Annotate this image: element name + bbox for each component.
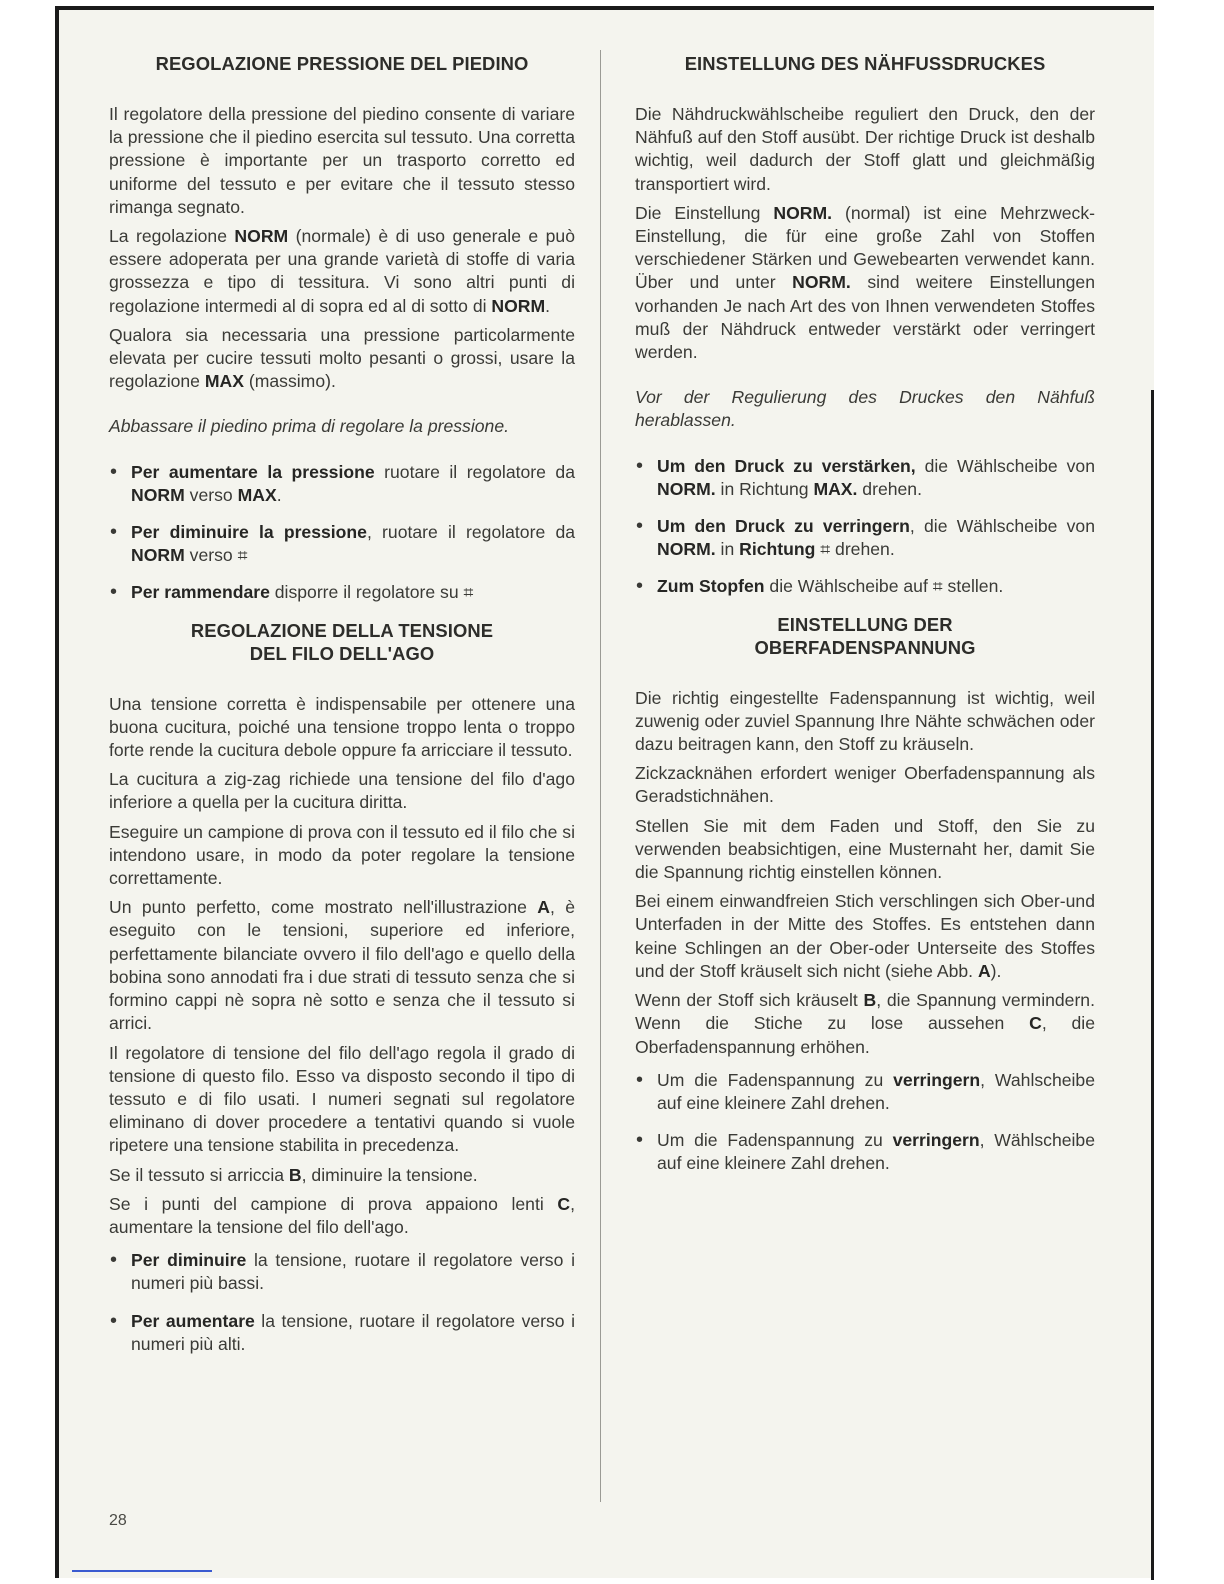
german-column	[635, 52, 1095, 1190]
section-title-oberfadenspannung: EINSTELLUNG DER OBERFADENSPANNUNG	[754, 613, 976, 658]
list-item: • Zum Stopfen die Wählscheibe auf ⌗ stellen.	[636, 575, 1004, 598]
list-item: • Um die Fadenspannung zu verringern, Wählscheibe auf eine kleinere Zahl drehen.	[636, 1129, 1095, 1174]
bullet-icon: •	[636, 1068, 644, 1091]
paragraph: La cucitura a zig-zag richiede una tensione del filo d'ago inferiore a quella per la cucitura diritta.	[109, 769, 575, 813]
paragraph: Se i punti del campione di prova appaiono lenti C, aumentare la tensione del filo dell'ago.	[109, 1193, 575, 1237]
bullet-icon: •	[110, 581, 118, 604]
page-edge-shadow	[1151, 390, 1154, 1580]
scan-edge-line	[72, 1570, 212, 1572]
note: Vor der Regulierung des Druckes den Nähfuß herablassen.	[635, 387, 1095, 431]
bullet-icon: •	[110, 460, 118, 483]
list-item: • Per aumentare la pressione ruotare il regolatore da NORM verso MAX.	[110, 460, 575, 505]
paragraph: Zickzacknähen erfordert weniger Oberfadenspannung als Geradstichnähen.	[635, 763, 1095, 807]
list-item: • Um den Druck zu verstärken, die Wählscheibe von NORM. in Richtung MAX. drehen.	[636, 454, 1095, 499]
paragraph: Stellen Sie mit dem Faden und Stoff, den Sie zu verwenden beabsichtigen, eine Musternaht her, damit Sie die Spannung richtig einstellen können.	[635, 815, 1095, 883]
paragraph: La regolazione NORM (normale) è di uso generale e può essere adoperata per una grande varietà di stoffe di varia grossezza e tipo di tessitura. Vi sono altri punti di regolazione intermedi al di sopra ed al di sotto di NORM.	[109, 226, 575, 316]
section-title-naehfussdruck: EINSTELLUNG DES NÄHFUSSDRUCKES	[684, 53, 1046, 74]
column-divider	[600, 50, 601, 1502]
paragraph: Die richtig eingestellte Fadenspannung ist wichtig, weil zuwenig oder zuviel Spannung Ihre Nähte schwächen oder dazu beitragen kann, den Stoff zu kräuseln.	[635, 687, 1095, 755]
page-number: 28	[109, 1512, 127, 1529]
paragraph: Una tensione corretta è indispensabile per ottenere una buona cucitura, poiché una tensione troppo lenta o troppo forte rende la cucitura debole oppure fa arricciare il tessuto.	[109, 693, 575, 761]
list-item: • Per diminuire la tensione, ruotare il regolatore verso i numeri più bassi.	[110, 1249, 575, 1294]
section-title-tensione: REGOLAZIONE DELLA TENSIONE DEL FILO DELL'AGO	[190, 619, 494, 664]
bullet-list	[635, 455, 1095, 599]
manual-page	[55, 6, 1154, 1578]
note: Abbassare il piedino prima di regolare la pressione.	[109, 416, 509, 437]
bullet-icon: •	[636, 1129, 644, 1152]
list-item: • Per diminuire la pressione, ruotare il regolatore da NORM verso ⌗	[110, 521, 576, 566]
section-title-pressione: REGOLAZIONE PRESSIONE DEL PIEDINO	[155, 53, 529, 74]
paragraph: Bei einem einwandfreien Stich verschlingen sich Ober-und Unterfaden in der Mitte des Stoffes. Es entstehen dann keine Schlingen an der Ober-oder Unterseite des Stoffes und der Stoff kräuselt sich nicht (siehe Abb. A).	[635, 891, 1095, 981]
list-item: • Um die Fadenspannung zu verringern, Wahlscheibe auf eine kleinere Zahl drehen.	[636, 1068, 1095, 1113]
bullet-icon: •	[636, 454, 644, 477]
list-item: • Per aumentare la tensione, ruotare il regolatore verso i numeri più alti.	[110, 1309, 575, 1354]
bullet-icon: •	[110, 1309, 118, 1332]
paragraph: Un punto perfetto, come mostrato nell'illustrazione A, è eseguito con le tensioni, superiore ed inferiore, perfettamente bilanciate ovvero il filo dell'ago e quello della bobina sono annodati fra i due strati di tessuto senza che si formino cappi nè sopra nè sotto e senza che il tessuto si arrici.	[109, 897, 576, 1034]
bullet-list	[109, 1249, 575, 1356]
paragraph: Qualora sia necessaria una pressione particolarmente elevata per cucire tessuti molto pesanti o grossi, usare la regolazione MAX (massimo).	[109, 324, 575, 392]
paragraph: Il regolatore di tensione del filo dell'ago regola il grado di tensione di questo filo. Esso va disposto secondo il tipo di tessuto e di filo usati. I numeri segnati sul regolatore eliminano di dover procedere a tentativi quando si vuole ripetere una tensione stabilita in precedenza.	[109, 1042, 575, 1156]
paragraph: Die Einstellung NORM. (normal) ist eine Mehrzweck-Einstellung, die für eine große Zahl von Stoffen verschiedener Stärken und Gewebearten verwendet kann. Über und unter NORM. sind weitere Einstellungen vorhanden Je nach Art des von Ihnen verwendeten Stoffes muß der Nähdruck entweder verstärkt oder verringert werden.	[635, 202, 1095, 363]
bullet-icon: •	[110, 521, 118, 544]
paragraph: Il regolatore della pressione del piedino consente di variare la pressione che il piedino esercita sul tessuto. Una corretta pressione è importante per un trasporto corretto ed uniforme del tessuto e per evitare che il tessuto stesso rimanga segnato.	[109, 104, 575, 217]
paragraph: Wenn der Stoff sich kräuselt B, die Spannung vermindern. Wenn die Stiche zu lose aussehen C, die Oberfadenspannung erhöhen.	[635, 990, 1095, 1057]
bullet-icon: •	[110, 1249, 118, 1272]
paragraph: Die Nähdruckwählscheibe reguliert den Druck, den der Nähfuß auf den Stoff ausübt. Der richtige Druck ist deshalb wichtig, weil dadurch der Stoff glatt und gleichmäßig transportiert wird.	[635, 104, 1095, 194]
bullet-icon: •	[636, 575, 644, 598]
paragraph: Se il tessuto si arriccia B, diminuire la tensione.	[109, 1164, 478, 1185]
bullet-icon: •	[636, 515, 644, 538]
bullet-list	[635, 1069, 1095, 1176]
list-item: • Um den Druck zu verringern, die Wählscheibe von NORM. in Richtung ⌗ drehen.	[636, 515, 1095, 560]
italian-column	[109, 52, 575, 1370]
bullet-list	[109, 461, 575, 605]
paragraph: Eseguire un campione di prova con il tessuto ed il filo che si intendono usare, in modo da poter regolare la tensione correttamente.	[109, 821, 575, 889]
list-item: • Per rammendare disporre il regolatore su ⌗	[110, 581, 474, 604]
